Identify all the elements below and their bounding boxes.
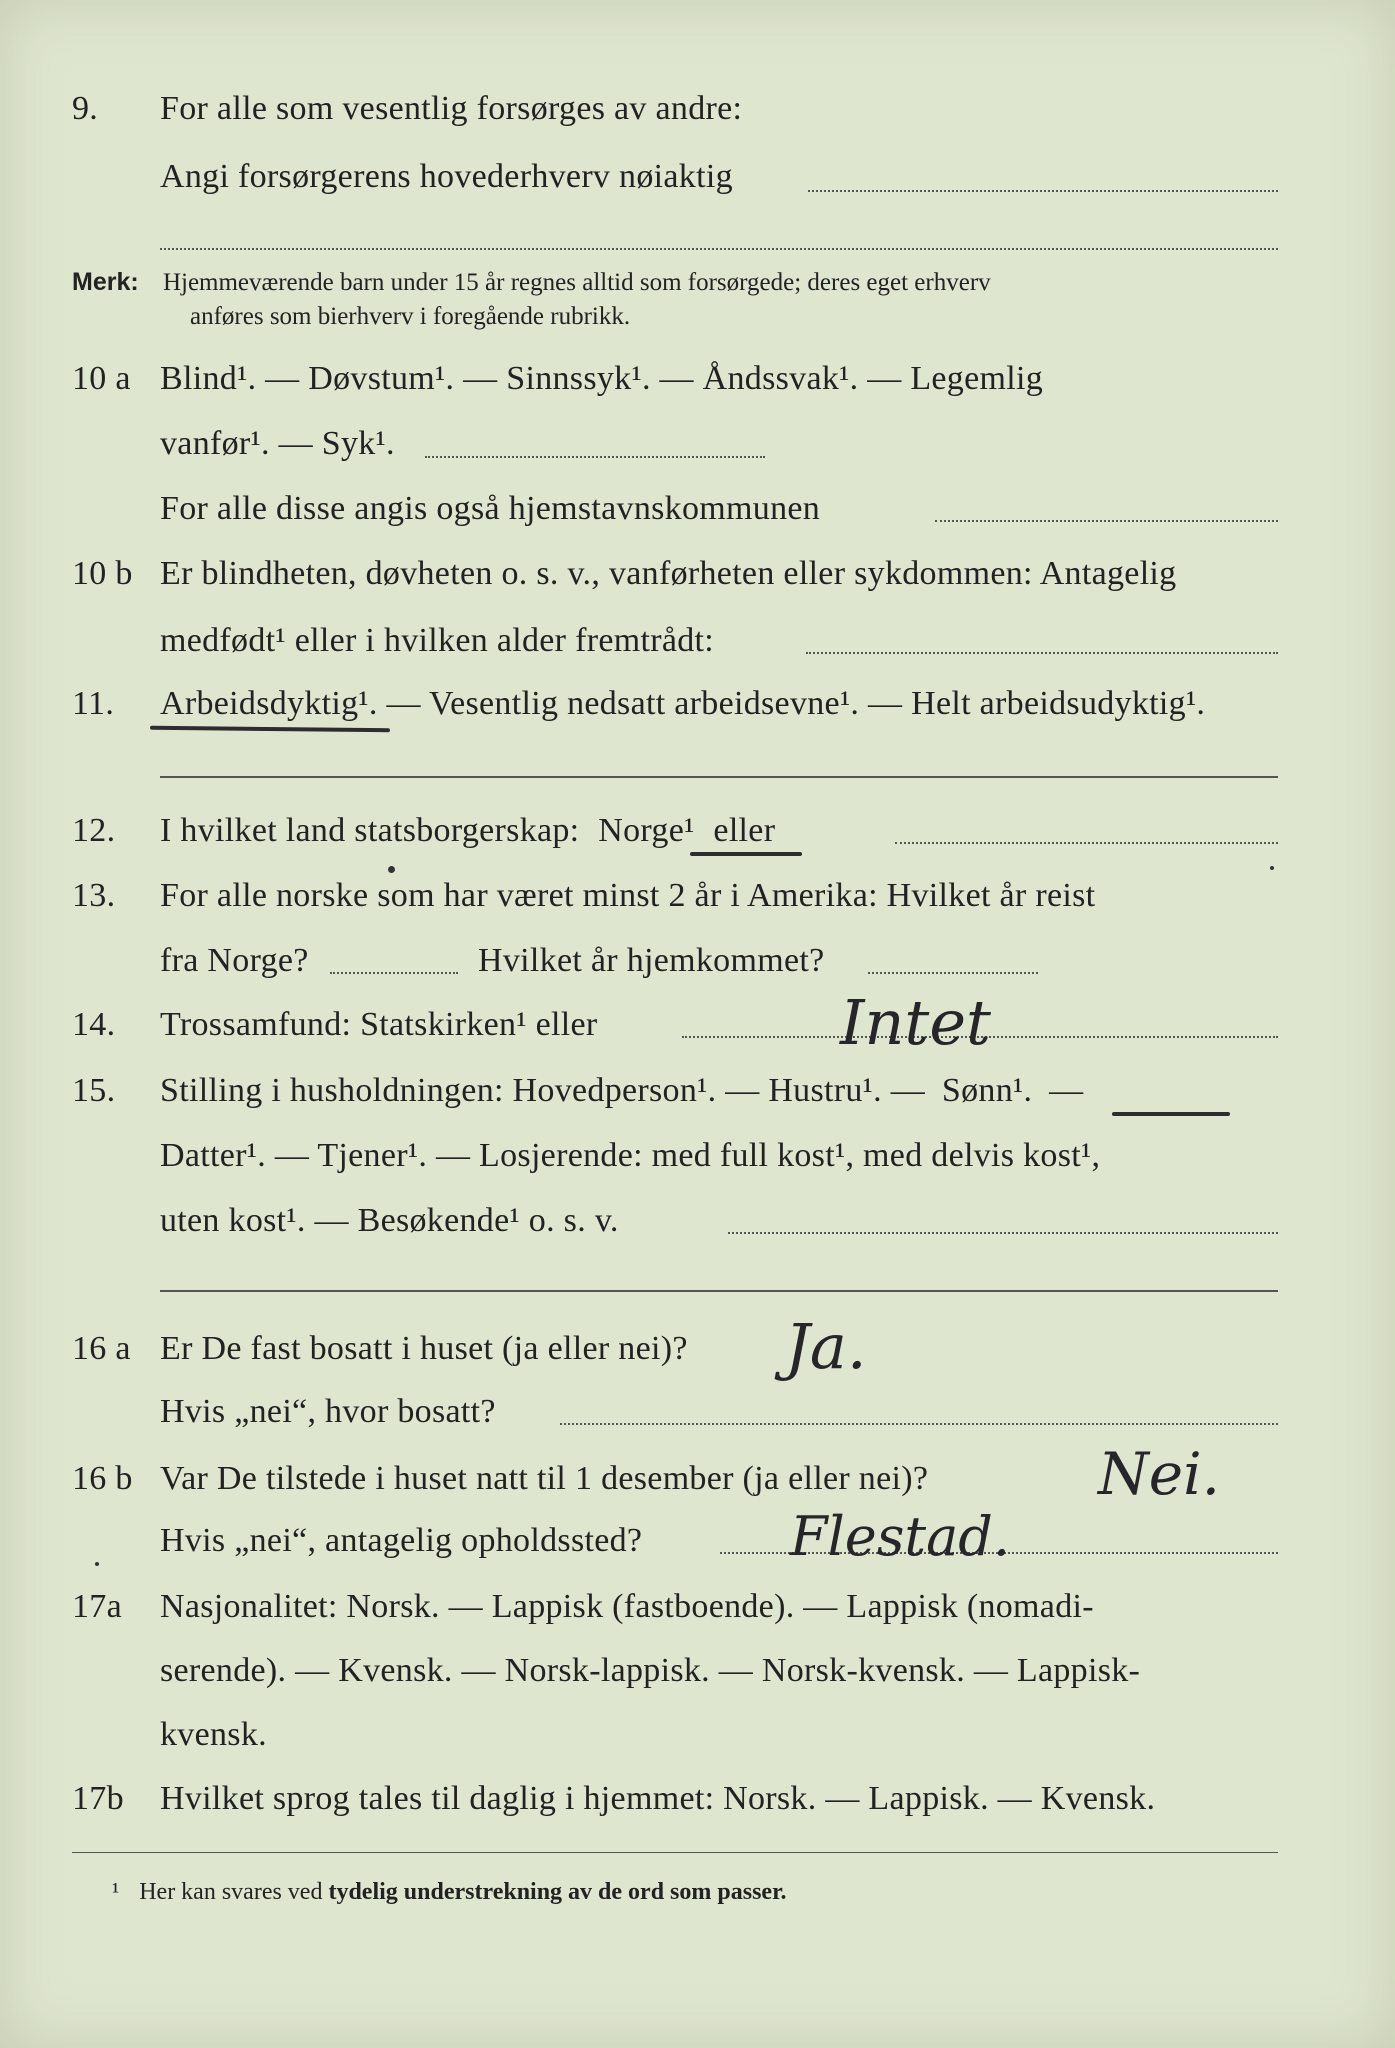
q10a-line3 [0, 490, 1395, 540]
q11-number: 11. [72, 685, 115, 722]
q10b-text: Er blindheten, døvheten o. s. v., vanførheten eller sykdommen: Antagelig [160, 555, 1177, 592]
footnote-bold-text: tydelig understrekning av de ord som passer. [328, 1879, 787, 1905]
q9-number: 9. [72, 90, 99, 127]
q17a-text-3: kvensk. [160, 1716, 267, 1753]
ink-speck [1270, 866, 1274, 870]
q15-text-2: Datter¹. — Tjener¹. — Losjerende: med full kost¹, med delvis kost¹, [160, 1137, 1101, 1174]
q15-line2 [0, 1137, 1395, 1187]
q10a-hjemstavn-line [935, 520, 1278, 522]
q16b-handwritten-answer: Nei. [1098, 1440, 1221, 1508]
q12-handwritten-underline [690, 852, 802, 856]
q17a-text-2: serende). — Kvensk. — Norsk-lappisk. — Norsk-kvensk. — Lappisk- [160, 1652, 1141, 1689]
q16a-answer-line [560, 1423, 1278, 1425]
q13-line2 [0, 942, 1395, 992]
q10a-text-3: For alle disse angis også hjemstavnskommunen [160, 490, 821, 527]
q11-arbeidsdyktig-option: Arbeidsdyktig¹. [160, 685, 378, 722]
q11-separator [160, 776, 1278, 778]
footnote [112, 1879, 787, 1906]
q13-hjemkommet: Hvilket år hjemkommet? [478, 942, 825, 979]
q16a-handwritten-answer: Ja. [785, 1310, 867, 1383]
q15-text-a: Stilling i husholdningen: Hovedperson¹. — Hustru¹. — [160, 1072, 926, 1109]
q17a-text: Nasjonalitet: Norsk. — Lappisk (fastboende). — Lappisk (nomadi- [160, 1588, 1094, 1625]
q16a-line2 [0, 1393, 1395, 1443]
q13-text: For alle norske som har været minst 2 år i Amerika: Hvilket år reist [160, 877, 1096, 914]
merk-text-2: anføres som bierhverv i foregående rubrikk. [190, 303, 631, 330]
q9-line1 [0, 90, 1395, 140]
q12-text [160, 812, 775, 850]
q14-number: 14. [72, 1006, 116, 1043]
q10b-answer-line [806, 652, 1278, 654]
q15-handwritten-underline [1112, 1112, 1230, 1116]
q13-hjemkommet-line [868, 972, 1038, 974]
q14-text: Trossamfund: Statskirken¹ eller [160, 1006, 598, 1043]
merk-note-line1 [72, 268, 991, 297]
q17b-text: Hvilket sprog tales til daglig i hjemmet: Norsk. — Lappisk. — Kvensk. [160, 1780, 1156, 1817]
merk-label: Merk: [72, 268, 139, 296]
q14-handwritten-answer: Intet [840, 986, 991, 1059]
q9-text: For alle som vesentlig forsørges av andre: [160, 90, 743, 127]
q15-answer-line [728, 1232, 1278, 1234]
footnote-text: Her kan svares ved [139, 1879, 323, 1905]
q16a-number: 16 a [72, 1330, 131, 1367]
q15-text [160, 1072, 1083, 1110]
q12-eller: eller [713, 812, 776, 849]
q9-answer-line [808, 190, 1278, 192]
q9-text-2: Angi forsørgerens hovederhverv nøiaktig [160, 158, 733, 195]
ink-speck [388, 866, 395, 873]
q17b-line1 [0, 1780, 1395, 1830]
q13-fra-norge: fra Norge? [160, 942, 309, 979]
q12-prefix: I hvilket land statsborgerskap: [160, 812, 580, 849]
q16b-line2 [0, 1522, 1395, 1572]
q12-norge-option: Norge¹ [598, 812, 695, 849]
q11-text [160, 685, 1205, 723]
q16b-number: 16 b [72, 1460, 133, 1497]
q17a-line1 [0, 1588, 1395, 1638]
q13-line1 [0, 877, 1395, 927]
q9-line2 [0, 158, 1395, 208]
q11-rest: — Vesentlig nedsatt arbeidsevne¹. — Helt arbeidsudyktig¹. [386, 685, 1206, 722]
merk-text: Hjemmeværende barn under 15 år regnes alltid som forsørgede; deres eget erhverv [162, 269, 991, 296]
q16b-text: Var De tilstede i huset natt til 1 desember (ja eller nei)? [160, 1460, 929, 1497]
q16a-line1 [0, 1330, 1395, 1380]
q16b-handwritten-place: Flestad. [790, 1505, 1011, 1568]
q10b-line2 [0, 622, 1395, 672]
q13-reist-line [330, 972, 458, 974]
q15-number: 15. [72, 1072, 116, 1109]
q10a-number: 10 a [72, 360, 131, 397]
q15-line3 [0, 1202, 1395, 1252]
q16a-text-2: Hvis „nei“, hvor bosatt? [160, 1393, 496, 1430]
q17a-line2 [0, 1652, 1395, 1702]
q17a-line3 [0, 1716, 1395, 1766]
q10a-line2 [0, 425, 1395, 475]
q17a-number: 17a [72, 1588, 122, 1625]
q15-text-b: — [1049, 1072, 1084, 1109]
q10a-text-2: vanfør¹. — Syk¹. [160, 425, 395, 462]
q10b-line1 [0, 555, 1395, 605]
q10a-answer-line [425, 456, 765, 458]
q15-separator [160, 1290, 1278, 1292]
q13-number: 13. [72, 877, 116, 914]
q16b-text-2: Hvis „nei“, antagelig opholdssted? [160, 1522, 643, 1559]
merk-note-line2 [190, 303, 630, 331]
q16a-text: Er De fast bosatt i huset (ja eller nei)? [160, 1330, 688, 1367]
footnote-separator [72, 1852, 1278, 1853]
q15-sonn-option: Sønn¹. [941, 1072, 1033, 1109]
q14-line [0, 1006, 1395, 1056]
q12-answer-line [895, 842, 1278, 844]
footnote-mark: ¹ [112, 1879, 120, 1905]
q10b-text-2: medfødt¹ eller i hvilken alder fremtrådt: [160, 622, 715, 659]
q10a-text: Blind¹. — Døvstum¹. — Sinnssyk¹. — Åndssvak¹. — Legemlig [160, 360, 1044, 397]
q17b-number: 17b [72, 1780, 124, 1817]
q15-text-3: uten kost¹. — Besøkende¹ o. s. v. [160, 1202, 619, 1239]
q12-number: 12. [72, 812, 116, 849]
q9-answer-line-2 [160, 248, 1278, 250]
q10a-line1 [0, 360, 1395, 410]
q10b-number: 10 b [72, 555, 133, 592]
ink-speck [95, 1562, 99, 1566]
